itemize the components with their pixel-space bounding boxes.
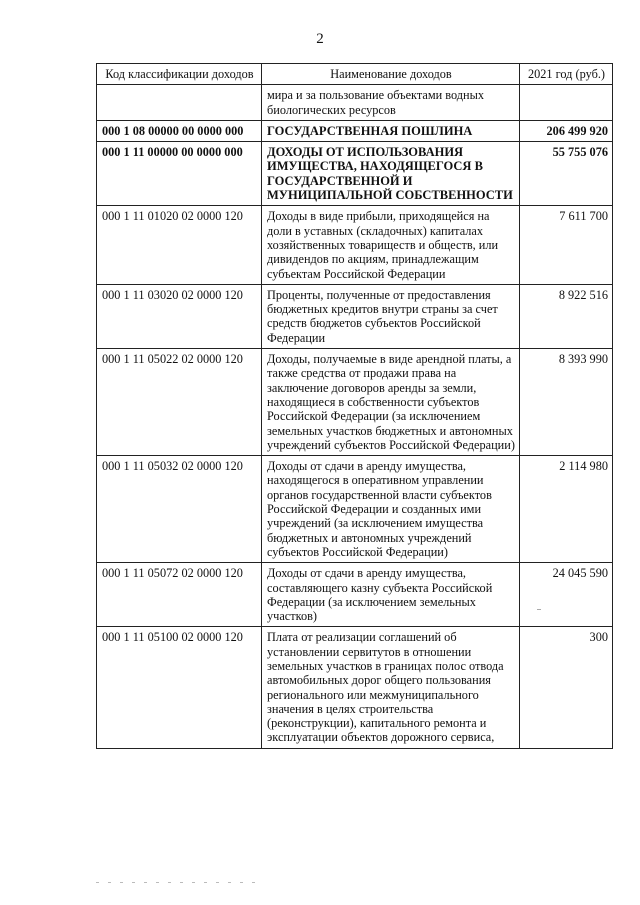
table-row — [97, 85, 613, 121]
code-cell: 000 1 08 00000 00 0000 000 — [97, 120, 262, 141]
table-row — [97, 563, 613, 627]
table-row — [97, 142, 613, 206]
header-name: Наименование доходов — [262, 64, 520, 85]
header-amount: 2021 год (руб.) — [520, 64, 613, 85]
name-cell: ГОСУДАРСТВЕННАЯ ПОШЛИНА — [262, 120, 520, 141]
amount-cell: 2 114 980 — [520, 456, 613, 563]
amount-cell: 300 — [520, 627, 613, 748]
scan-artifact — [96, 873, 316, 883]
code-cell: 000 1 11 05100 02 0000 120 — [97, 627, 262, 748]
name-cell: Плата от реализации соглашений об установлении сервитутов в отношении земельных участков в границах полос отвода автомобильных дорог общего пользования регионального или межмуниципального значения в целях строительства (реконструкции), капитального ремонта и эксплуатации объектов дорожного сервиса, — [262, 627, 520, 748]
amount-cell: 55 755 076 — [520, 142, 613, 206]
name-cell: Проценты, полученные от предоставления бюджетных кредитов внутри страны за счет средств бюджетов субъектов Российской Федерации — [262, 284, 520, 348]
table-body — [97, 85, 613, 748]
code-cell: 000 1 11 00000 00 0000 000 — [97, 142, 262, 206]
name-cell: мира и за пользование объектами водных биологических ресурсов — [262, 85, 520, 121]
code-cell: 000 1 11 05032 02 0000 120 — [97, 456, 262, 563]
name-cell: Доходы от сдачи в аренду имущества, находящегося в оперативном управлении органов государственной власти субъектов Российской Федерации и созданных ими учреждений (за исключением имущества бюджетных и автономных учреждений субъектов Российской Федерации) — [262, 456, 520, 563]
header-code: Код классификации доходов — [97, 64, 262, 85]
amount-cell — [520, 85, 613, 121]
name-cell: Доходы от сдачи в аренду имущества, составляющего казну субъекта Российской Федерации (за исключением земельных участков) — [262, 563, 520, 627]
amount-cell: 206 499 920 — [520, 120, 613, 141]
name-cell: ДОХОДЫ ОТ ИСПОЛЬЗОВАНИЯ ИМУЩЕСТВА, НАХОДЯЩЕГОСЯ В ГОСУДАРСТВЕННОЙ И МУНИЦИПАЛЬНОЙ СОБСТВЕННОСТИ — [262, 142, 520, 206]
code-cell — [97, 85, 262, 121]
table-row — [97, 456, 613, 563]
amount-cell: 24 045 590 — [520, 563, 613, 627]
table-row — [97, 120, 613, 141]
amount-cell: 8 922 516 — [520, 284, 613, 348]
code-cell: 000 1 11 05022 02 0000 120 — [97, 349, 262, 456]
name-cell: Доходы, получаемые в виде арендной платы, а также средства от продажи права на заключение договоров аренды за земли, находящиеся в собственности субъектов Российской Федерации (за исключением земельных участков бюджетных и автономных учреждений субъектов Российской Федерации) — [262, 349, 520, 456]
table-row — [97, 349, 613, 456]
name-cell: Доходы в виде прибыли, приходящейся на доли в уставных (складочных) капиталах хозяйственных товариществ и обществ, или дивидендов по акциям, принадлежащим субъектам Российской Федерации — [262, 206, 520, 284]
scan-artifact-dot — [537, 609, 541, 610]
code-cell: 000 1 11 03020 02 0000 120 — [97, 284, 262, 348]
code-cell: 000 1 11 01020 02 0000 120 — [97, 206, 262, 284]
table-row — [97, 284, 613, 348]
revenue-table — [96, 63, 613, 749]
amount-cell: 8 393 990 — [520, 349, 613, 456]
amount-cell: 7 611 700 — [520, 206, 613, 284]
code-cell: 000 1 11 05072 02 0000 120 — [97, 563, 262, 627]
page-number: 2 — [316, 31, 324, 47]
table-row — [97, 627, 613, 748]
table-row — [97, 206, 613, 284]
table-header-row — [97, 64, 613, 85]
